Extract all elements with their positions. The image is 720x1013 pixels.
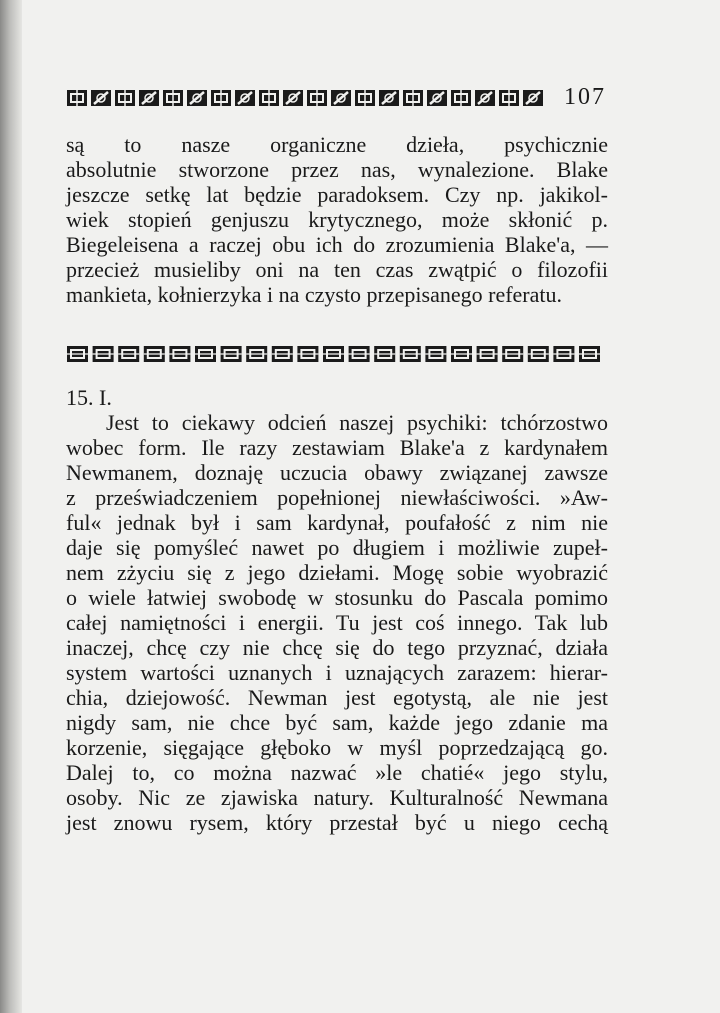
text-line: mankieta, kołnierzyka i na czysto przepisanego referatu. [66,282,562,307]
book-spine-shadow [0,0,22,1013]
text-line: jeszcze setkę lat będzie paradoksem. Czy np. jakikol- [66,182,608,207]
text-line: Newmanem, doznaję uczucia obawy związanej zawsze [66,460,608,485]
ornament-knot-tile [499,90,519,106]
divider-knot-tile [579,346,600,362]
ornament-slash-tile [427,90,447,106]
ornament-slash-tile [91,90,111,106]
ornament-knot-tile [211,90,231,106]
ornament-knot-tile [115,90,135,106]
divider-knot-tile [553,346,574,362]
text-line: absolutnie stworzone przez nas, wynalezione. Blake [66,157,608,182]
divider-knot-tile [118,346,139,362]
divider-knot-tile [195,346,216,362]
ornament-slash-tile [475,90,495,106]
divider-knot-tile [502,346,523,362]
text-line: chia, dziejowość. Newman jest egotystą, ale nie jest [66,685,608,710]
divider-knot-tile [67,346,88,362]
text-line: wobec form. Ile razy zestawiam Blake'a z kardynałem [66,435,608,460]
ornament-slash-tile [139,90,159,106]
text-line: są to nasze organiczne dzieła, psychicznie [66,132,608,157]
paragraph-2 [66,385,608,835]
section-divider-ornament [66,344,606,364]
text-line: o wiele łatwiej swobodę w stosunku do Pascala pomimo [66,585,608,610]
divider-knot-tile [349,346,370,362]
ornament-slash-tile [331,90,351,106]
text-line: wiek stopień genjuszu krytycznego, może skłonić p. [66,207,608,232]
ornament-knot-tile [67,90,87,106]
text-line: Biegeleisena a raczej obu ich do zrozumienia Blake'a, — [66,232,608,257]
paragraph-1 [66,132,608,307]
text-line: z przeświadczeniem popełnionej niewłaściwości. »Aw- [66,485,608,510]
divider-knot-tile [272,346,293,362]
divider-knot-tile [528,346,549,362]
divider-knot-tile [400,346,421,362]
text-line: całej namiętności i energii. Tu jest coś innego. Tak lub [66,610,608,635]
text-line: inaczej, chcę czy nie chcę się do tego przyznać, działa [66,635,608,660]
divider-knot-tile [93,346,114,362]
ornament-slash-tile [523,90,543,106]
header-ornament-band [66,88,544,108]
divider-knot-tile [246,346,267,362]
page-number: 107 [564,84,606,110]
ornament-knot-tile [307,90,327,106]
ornament-slash-tile [283,90,303,106]
text-line: nem zżyciu się z jego dziełami. Mogę sobie wyobrazić [66,560,608,585]
divider-knot-tile [297,346,318,362]
text-line: daje się pomyśleć nawet po długiem i możliwie zupeł- [66,535,608,560]
ornament-slash-tile [235,90,255,106]
ornament-knot-tile [403,90,423,106]
divider-knot-tile [323,346,344,362]
divider-knot-tile [451,346,472,362]
text-line: osoby. Nic ze zjawiska natury. Kulturalność Newmana [66,785,608,810]
text-line: jest znowu rysem, który przestał być u niego cechą [66,810,608,835]
divider-knot-tile [374,346,395,362]
text-line: system wartości uznanych i uznających zarazem: hierar- [66,660,608,685]
text-line: ful« jednak był i sam kardynał, poufałość z nim nie [66,510,608,535]
divider-knot-tile [425,346,446,362]
page-header [66,84,606,114]
text-line: Dalej to, co można nazwać »le chatié« jego stylu, [66,760,608,785]
ornament-knot-tile [163,90,183,106]
text-line: Jest to ciekawy odcień naszej psychiki: tchórzostwo [106,410,608,435]
text-line: przecież musieliby oni na ten czas zwątpić o filozofii [66,257,608,282]
section-number: 15. I. [66,385,112,410]
text-line: korzenie, sięgające głęboko w myśl poprzedzającą go. [66,735,608,760]
text-line: nigdy sam, nie chce być sam, każde jego zdanie ma [66,710,608,735]
divider-knot-tile [169,346,190,362]
ornament-knot-tile [451,90,471,106]
ornament-knot-tile [355,90,375,106]
ornament-slash-tile [187,90,207,106]
ornament-knot-tile [259,90,279,106]
divider-knot-tile [221,346,242,362]
divider-knot-tile [477,346,498,362]
divider-knot-tile [144,346,165,362]
ornament-slash-tile [379,90,399,106]
